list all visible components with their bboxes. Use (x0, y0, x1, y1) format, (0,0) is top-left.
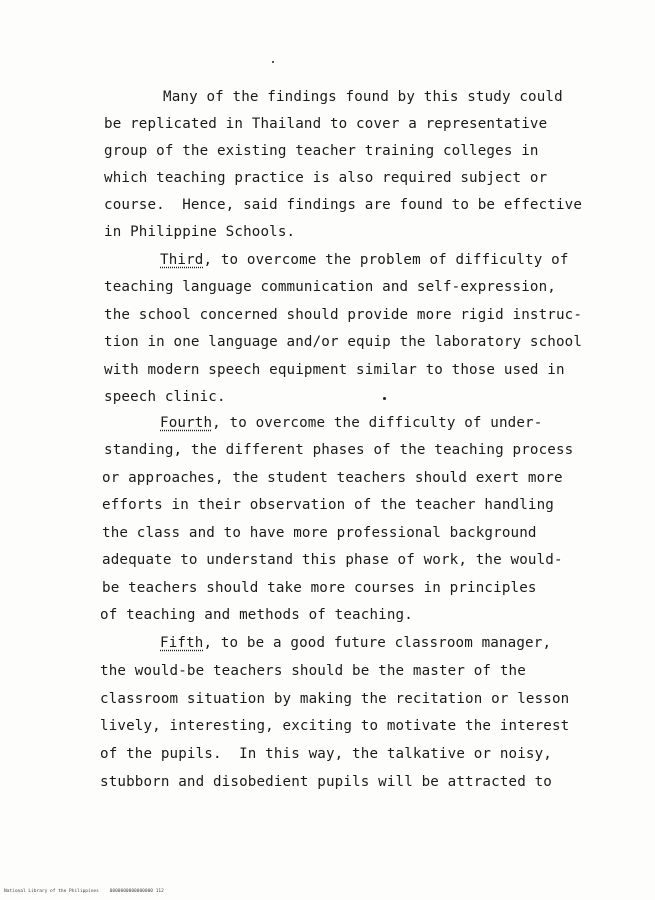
paragraph-3-line-6: adequate to understand this phase of work, the would- (102, 552, 563, 568)
paragraph-2-line-1-text: , to overcome the problem of difficulty of (203, 252, 569, 268)
paragraph-1-line-1: Many of the findings found by this study could (163, 89, 563, 105)
scan-speck (383, 397, 386, 400)
paragraph-3-line-1-text: , to overcome the difficulty of under- (212, 415, 543, 431)
paragraph-2-heading: Third (160, 252, 204, 268)
paragraph-2-line-3: the school concerned should provide more rigid instruc- (104, 307, 583, 323)
paragraph-3-heading: Fourth (160, 415, 213, 431)
paragraph-2-line-4: tion in one language and/or equip the laboratory school (104, 334, 583, 350)
paragraph-3-line-7: be teachers should take more courses in principles (102, 580, 537, 596)
paragraph-4-line-4: lively, interesting, exciting to motivate the interest (100, 718, 570, 734)
paragraph-2-line-6: speech clinic. (104, 389, 226, 405)
paragraph-4-line-6: stubborn and disobedient pupils will be attracted to (100, 774, 552, 790)
paragraph-2-line-1 (160, 251, 569, 269)
paragraph-2-line-5: with modern speech equipment similar to those used in (104, 362, 565, 378)
paragraph-4-line-2: the would-be teachers should be the master of the (100, 663, 526, 679)
paragraph-3-line-4: efforts in their observation of the teacher handling (102, 497, 554, 513)
paragraph-1-line-2: be replicated in Thailand to cover a representative (104, 116, 548, 132)
paragraph-3-line-2: standing, the different phases of the teaching process (104, 442, 574, 458)
paragraph-2-line-2: teaching language communication and self-expression, (104, 279, 556, 295)
paragraph-1-line-5: course. Hence, said findings are found to be effective (104, 197, 583, 213)
paragraph-1-line-4: which teaching practice is also required subject or (104, 170, 548, 186)
paragraph-4-line-1-text: , to be a good future classroom manager, (203, 635, 552, 651)
paragraph-3-line-5: the class and to have more professional background (102, 525, 537, 541)
scan-speck (272, 61, 274, 63)
paragraph-4-line-3: classroom situation by making the recitation or lesson (100, 691, 570, 707)
paragraph-1-line-6: in Philippine Schools. (104, 224, 296, 240)
paragraph-3-line-3: or approaches, the student teachers should exert more (102, 470, 563, 486)
paragraph-1-line-3: group of the existing teacher training colleges in (104, 143, 539, 159)
paragraph-4-line-1 (160, 634, 551, 652)
paragraph-3-line-8: of teaching and methods of teaching. (100, 607, 413, 623)
paragraph-4-heading: Fifth (160, 635, 204, 651)
paragraph-3-line-1 (160, 414, 542, 432)
paragraph-4-line-5: of the pupils. In this way, the talkative or noisy, (100, 746, 552, 762)
footer-watermark: National Library of the Philippines 0000000000000000 112 (4, 889, 164, 894)
